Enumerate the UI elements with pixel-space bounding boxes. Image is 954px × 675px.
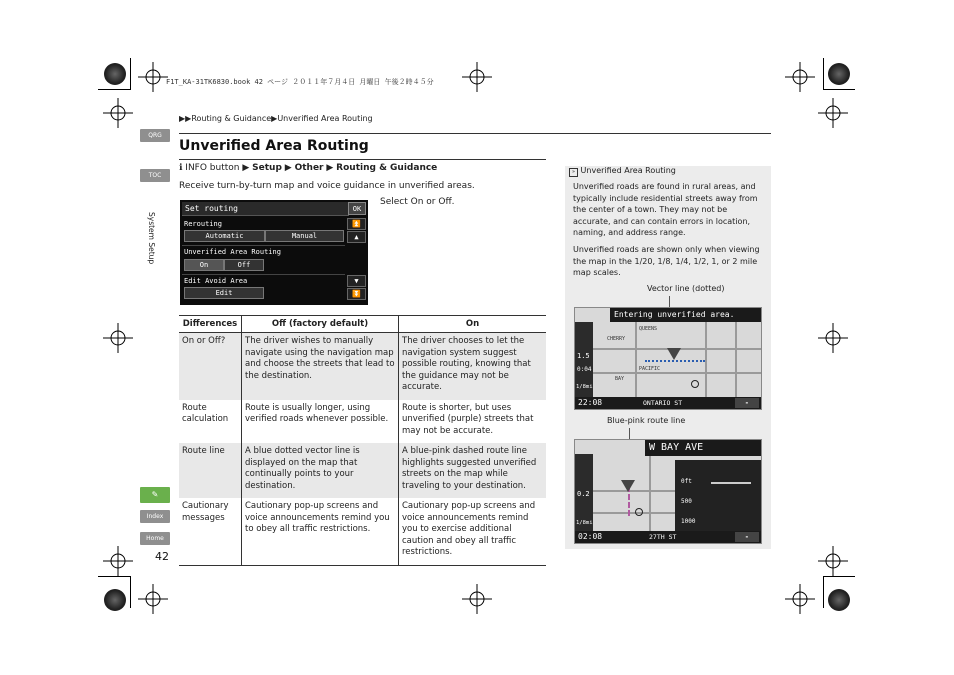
crop-mark <box>98 89 130 90</box>
table-cell: The driver wishes to manually navigate using the navigation map and choose the streets that lead to the destination. <box>242 333 399 400</box>
map-banner: W BAY AVE <box>645 440 761 456</box>
crop-mark <box>98 576 130 577</box>
note-heading: » Unverified Area Routing <box>569 166 676 177</box>
table-cell: The driver chooses to let the navigation system suggest possible routing, knowing that the guidance may not be accurate. <box>399 333 547 400</box>
vehicle-position-icon <box>621 480 635 492</box>
map-road <box>705 322 707 398</box>
nav-step-routing: Routing & Guidance <box>336 163 438 173</box>
table-cell: Cautionary pop-up screens and voice announcements remind you to exercise additional caution and obey all traffic restrictions. <box>399 498 547 565</box>
screen-title: Set routing <box>182 202 349 216</box>
arrow-icon: ▶ <box>242 163 250 173</box>
intro-text: Receive turn-by-turn map and voice guidance in unverified areas. <box>179 181 475 191</box>
table-cell: A blue-pink dashed route line highlights suggested unverified streets on the map while traveling to your destination. <box>399 443 547 498</box>
unverified-on-button[interactable]: On <box>184 259 224 271</box>
select-off: Off <box>438 197 452 207</box>
crosshair-icon <box>103 546 133 576</box>
distance-panel: 0ft 500 1000 <box>675 460 761 532</box>
color-registration-mark <box>828 589 850 611</box>
scroll-top-icon[interactable]: ⏫ <box>347 218 366 230</box>
vehicle-position-icon <box>667 348 681 360</box>
crosshair-icon <box>103 98 133 128</box>
scroll-bottom-icon[interactable]: ⏬ <box>347 288 366 300</box>
nav-step-other: Other <box>294 163 324 173</box>
print-header: F1T_KA-31TK6830.book 42 ページ ２０１１年７月４日 月曜日 午後２時４５分 <box>166 78 434 86</box>
scroll-down-icon[interactable]: ▼ <box>347 275 366 287</box>
map-screenshot-route <box>574 439 762 544</box>
breadcrumb-link-routing[interactable]: Routing & Guidance <box>191 114 272 123</box>
arrow-icon: ▶ <box>271 114 278 123</box>
table-cell: Route line <box>179 443 242 498</box>
header-divider <box>179 133 771 134</box>
qrg-tab[interactable]: QRG <box>140 129 170 142</box>
breadcrumb <box>179 114 373 123</box>
map-banner: Entering unverified area. <box>610 308 761 322</box>
crosshair-icon <box>138 584 168 614</box>
table-cell: On or Off? <box>179 333 242 400</box>
turn-arrow <box>711 482 751 484</box>
table-cell: Route calculation <box>182 402 229 424</box>
ok-button[interactable]: OK <box>348 202 366 215</box>
toc-tab[interactable]: TOC <box>140 169 170 182</box>
vector-line <box>645 360 705 362</box>
color-registration-mark <box>104 63 126 85</box>
destination-icon <box>691 380 699 388</box>
map-info-column: 1.5 0:04 1/8mi <box>575 322 593 397</box>
map-screenshot-vector: Entering unverified area. 1.5 0:04 1/8mi QUEENS CHERRY PACIFIC BAY 22:08 ONTARIO ST ≡ <box>574 307 762 410</box>
info-button-icon: ℹ <box>179 163 183 173</box>
crop-mark <box>823 576 855 577</box>
vector-line-callout: Vector line (dotted) <box>647 284 725 293</box>
crosshair-icon <box>818 323 848 353</box>
rerouting-label: Rerouting <box>184 220 222 228</box>
crop-mark <box>823 58 824 90</box>
crosshair-icon <box>785 584 815 614</box>
divider <box>182 274 345 275</box>
rerouting-automatic-button[interactable]: Automatic <box>184 230 265 242</box>
map-menu-button[interactable]: ≡ <box>735 532 759 542</box>
edit-avoid-button[interactable]: Edit <box>184 287 264 299</box>
nav-start: INFO button <box>185 163 240 173</box>
breadcrumb-current: Unverified Area Routing <box>277 114 373 123</box>
crosshair-icon <box>462 584 492 614</box>
map-menu-button[interactable]: ≡ <box>735 398 759 408</box>
map-road <box>635 322 637 398</box>
crosshair-icon <box>785 62 815 92</box>
crosshair-icon <box>462 62 492 92</box>
note-icon: » <box>569 168 578 177</box>
crosshair-icon <box>818 98 848 128</box>
nav-path <box>179 163 437 173</box>
table-cell: Cautionary pop-up screens and voice announcements remind you to obey all traffic restrictions. <box>242 498 399 565</box>
table-cell: A blue dotted vector line is displayed on the map that continually points to your destination. <box>242 443 399 498</box>
scroll-up-icon[interactable]: ▲ <box>347 231 366 243</box>
voice-command-tab[interactable] <box>140 487 170 503</box>
map-road <box>735 322 737 398</box>
title-divider <box>179 159 546 160</box>
home-tab[interactable]: Home <box>140 532 170 545</box>
color-registration-mark <box>104 589 126 611</box>
arrow-icon: ▶ <box>284 163 292 173</box>
set-routing-screen <box>180 200 368 305</box>
crop-mark <box>130 58 131 90</box>
crop-mark <box>823 89 855 90</box>
select-on: On <box>410 197 424 207</box>
crosshair-icon <box>138 62 168 92</box>
table-header: Differences <box>179 316 242 333</box>
crosshair-icon <box>103 323 133 353</box>
note-paragraph: Unverified roads are found in rural areas, and typically include residential streets away from the center of a town. They may not be accurate, and can contain errors in location, naming, and address range. <box>573 182 758 237</box>
table-header: Off (factory default) <box>242 316 399 333</box>
table-cell: Route is shorter, but uses unverified (purple) streets that may not be accurate. <box>399 400 547 444</box>
page-number: 42 <box>155 550 169 563</box>
note-panel <box>565 166 771 549</box>
differences-table <box>179 315 546 566</box>
index-tab[interactable]: Index <box>140 510 170 523</box>
table-header: On <box>399 316 547 333</box>
map-status-bar: 02:08 27TH ST ≡ <box>575 531 761 543</box>
destination-icon <box>635 508 643 516</box>
table-row <box>179 400 546 444</box>
map-status-bar: 22:08 ONTARIO ST ≡ <box>575 397 761 409</box>
arrow-icon: ▶ <box>326 163 334 173</box>
rerouting-manual-button[interactable]: Manual <box>265 230 344 242</box>
table-cell: Cautionary messages <box>179 498 242 565</box>
nav-step-setup: Setup <box>252 163 282 173</box>
select-instruction: Select On or Off. <box>380 197 455 207</box>
double-arrow-icon: ▶▶ <box>179 114 192 123</box>
route-line-callout: Blue-pink route line <box>607 416 686 425</box>
divider <box>182 245 345 246</box>
map-road <box>649 456 651 532</box>
voice-icon: ✎ <box>151 490 159 499</box>
crop-mark <box>130 576 131 608</box>
table-row <box>179 333 546 400</box>
unverified-off-button[interactable]: Off <box>224 259 264 271</box>
table-row <box>179 498 546 565</box>
map-info-column: 0.2 1/8mi <box>575 454 593 531</box>
table-row <box>179 443 546 498</box>
note-paragraph: Unverified roads are shown only when viewing the map in the 1/20, 1/8, 1/4, 1/2, 1, or 2 mile map scales. <box>573 245 760 277</box>
color-registration-mark <box>828 63 850 85</box>
crop-mark <box>823 576 824 608</box>
page-title: Unverified Area Routing <box>179 138 369 154</box>
avoid-area-label: Edit Avoid Area <box>184 277 248 285</box>
table-cell: Route is usually longer, using verified roads whenever possible. <box>242 400 399 444</box>
section-label: System Setup <box>147 212 156 265</box>
crosshair-icon <box>818 546 848 576</box>
unverified-label: Unverified Area Routing <box>184 248 281 256</box>
